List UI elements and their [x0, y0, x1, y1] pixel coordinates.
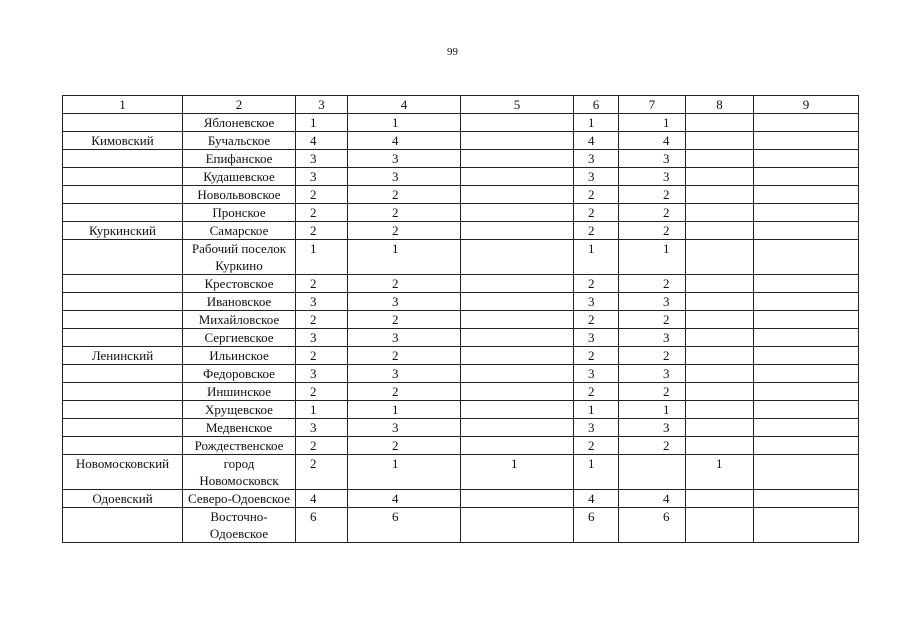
value-cell: 3: [574, 293, 619, 311]
table-header-row: [63, 96, 859, 114]
value-cell: 1: [619, 401, 686, 419]
table-row: [63, 293, 859, 311]
value-cell: 2: [619, 275, 686, 293]
value-cell: 4: [619, 490, 686, 508]
settlement-cell: Хрущевское: [183, 401, 296, 419]
value-cell: [461, 365, 574, 383]
value-cell: 1: [296, 240, 348, 275]
value-cell: [686, 222, 754, 240]
value-cell: 1: [574, 114, 619, 132]
value-cell: 6: [296, 508, 348, 543]
value-cell: 3: [619, 419, 686, 437]
district-cell: Ленинский: [63, 347, 183, 365]
value-cell: 6: [574, 508, 619, 543]
value-cell: [754, 311, 859, 329]
table-row: [63, 275, 859, 293]
value-cell: [461, 150, 574, 168]
value-cell: [461, 240, 574, 275]
value-cell: [754, 455, 859, 490]
value-cell: [754, 168, 859, 186]
table-row: [63, 222, 859, 240]
header-cell: 3: [296, 96, 348, 114]
header-cell: 4: [348, 96, 461, 114]
settlement-cell: Медвенское: [183, 419, 296, 437]
value-cell: 2: [574, 275, 619, 293]
district-cell: [63, 401, 183, 419]
value-cell: [461, 222, 574, 240]
value-cell: [461, 419, 574, 437]
value-cell: 2: [619, 222, 686, 240]
value-cell: 2: [574, 383, 619, 401]
value-cell: [686, 490, 754, 508]
header-cell: 1: [63, 96, 183, 114]
district-cell: [63, 168, 183, 186]
settlement-cell: Рождественское: [183, 437, 296, 455]
district-cell: [63, 365, 183, 383]
table-row: [63, 168, 859, 186]
value-cell: [754, 293, 859, 311]
value-cell: 3: [348, 329, 461, 347]
settlement-cell: Ивановское: [183, 293, 296, 311]
district-cell: Куркинский: [63, 222, 183, 240]
table-row: [63, 419, 859, 437]
value-cell: 1: [296, 401, 348, 419]
district-cell: Новомосковский: [63, 455, 183, 490]
value-cell: 2: [348, 275, 461, 293]
table-row: [63, 311, 859, 329]
value-cell: 2: [348, 222, 461, 240]
table-row: [63, 132, 859, 150]
table-row: [63, 508, 859, 543]
value-cell: 2: [296, 222, 348, 240]
value-cell: 4: [296, 490, 348, 508]
value-cell: 2: [296, 311, 348, 329]
value-cell: 3: [296, 329, 348, 347]
value-cell: 2: [296, 383, 348, 401]
settlement-cell: Сергиевское: [183, 329, 296, 347]
value-cell: [754, 114, 859, 132]
district-cell: [63, 419, 183, 437]
value-cell: 2: [348, 437, 461, 455]
header-cell: 7: [619, 96, 686, 114]
value-cell: [686, 114, 754, 132]
value-cell: 2: [348, 347, 461, 365]
value-cell: 3: [348, 419, 461, 437]
value-cell: [686, 365, 754, 383]
value-cell: 1: [296, 114, 348, 132]
value-cell: 3: [348, 365, 461, 383]
settlement-cell: Северо-Одоевское: [183, 490, 296, 508]
value-cell: [461, 204, 574, 222]
district-cell: [63, 508, 183, 543]
value-cell: [686, 293, 754, 311]
value-cell: [686, 150, 754, 168]
district-cell: [63, 275, 183, 293]
value-cell: 3: [296, 293, 348, 311]
value-cell: [754, 508, 859, 543]
value-cell: [754, 329, 859, 347]
value-cell: 2: [348, 186, 461, 204]
district-cell: Одоевский: [63, 490, 183, 508]
value-cell: [686, 186, 754, 204]
value-cell: 1: [574, 455, 619, 490]
value-cell: [461, 293, 574, 311]
value-cell: 1: [619, 114, 686, 132]
settlement-cell: Иншинское: [183, 383, 296, 401]
value-cell: 3: [619, 329, 686, 347]
value-cell: 2: [574, 204, 619, 222]
district-cell: [63, 114, 183, 132]
value-cell: [461, 383, 574, 401]
value-cell: 3: [296, 168, 348, 186]
district-cell: [63, 186, 183, 204]
value-cell: [461, 275, 574, 293]
value-cell: 1: [619, 240, 686, 275]
value-cell: 4: [574, 132, 619, 150]
table-row: [63, 204, 859, 222]
settlement-cell: Ильинское: [183, 347, 296, 365]
table-row: [63, 114, 859, 132]
value-cell: 2: [296, 275, 348, 293]
value-cell: [686, 401, 754, 419]
value-cell: 1: [348, 240, 461, 275]
value-cell: 3: [619, 150, 686, 168]
value-cell: [461, 508, 574, 543]
settlement-cell: Крестовское: [183, 275, 296, 293]
value-cell: [461, 437, 574, 455]
table-row: [63, 455, 859, 490]
value-cell: 3: [574, 365, 619, 383]
value-cell: [686, 204, 754, 222]
settlement-cell: Пронское: [183, 204, 296, 222]
table-row: [63, 490, 859, 508]
value-cell: 2: [619, 204, 686, 222]
district-cell: [63, 293, 183, 311]
value-cell: [686, 168, 754, 186]
value-cell: 1: [348, 114, 461, 132]
value-cell: 2: [348, 383, 461, 401]
settlement-cell: город Новомосковск: [183, 455, 296, 490]
value-cell: [686, 419, 754, 437]
value-cell: 1: [348, 401, 461, 419]
value-cell: 1: [348, 455, 461, 490]
table-row: [63, 347, 859, 365]
value-cell: [754, 490, 859, 508]
district-cell: [63, 240, 183, 275]
value-cell: 6: [348, 508, 461, 543]
settlement-cell: Новольвовское: [183, 186, 296, 204]
value-cell: 2: [619, 383, 686, 401]
value-cell: 3: [574, 150, 619, 168]
table-row: [63, 365, 859, 383]
settlement-cell: Епифанское: [183, 150, 296, 168]
table-row: [63, 401, 859, 419]
table-row: [63, 329, 859, 347]
value-cell: [461, 347, 574, 365]
district-cell: [63, 204, 183, 222]
value-cell: 3: [296, 150, 348, 168]
settlement-cell: Самарское: [183, 222, 296, 240]
value-cell: 3: [348, 168, 461, 186]
settlement-cell: Яблоневское: [183, 114, 296, 132]
district-cell: [63, 311, 183, 329]
table-row: [63, 383, 859, 401]
value-cell: 1: [461, 455, 574, 490]
settlement-cell: Восточно-Одоевское: [183, 508, 296, 543]
value-cell: 2: [619, 437, 686, 455]
value-cell: [461, 401, 574, 419]
value-cell: [686, 508, 754, 543]
value-cell: [461, 132, 574, 150]
value-cell: [461, 168, 574, 186]
value-cell: 2: [296, 437, 348, 455]
value-cell: 1: [574, 240, 619, 275]
settlement-cell: Рабочий поселок Куркино: [183, 240, 296, 275]
value-cell: [686, 347, 754, 365]
value-cell: 4: [296, 132, 348, 150]
table-row: [63, 437, 859, 455]
value-cell: 2: [574, 186, 619, 204]
value-cell: 3: [348, 293, 461, 311]
value-cell: [754, 150, 859, 168]
value-cell: 1: [574, 401, 619, 419]
value-cell: 2: [574, 437, 619, 455]
value-cell: [754, 240, 859, 275]
value-cell: [686, 437, 754, 455]
value-cell: 2: [296, 186, 348, 204]
district-cell: [63, 437, 183, 455]
header-cell: 6: [574, 96, 619, 114]
value-cell: 2: [296, 347, 348, 365]
value-cell: [754, 204, 859, 222]
value-cell: [754, 401, 859, 419]
value-cell: 4: [619, 132, 686, 150]
value-cell: 3: [574, 419, 619, 437]
value-cell: 2: [619, 347, 686, 365]
value-cell: 6: [619, 508, 686, 543]
value-cell: [461, 311, 574, 329]
value-cell: [461, 490, 574, 508]
value-cell: 2: [619, 186, 686, 204]
district-cell: [63, 329, 183, 347]
value-cell: [754, 383, 859, 401]
value-cell: [754, 132, 859, 150]
value-cell: 2: [296, 455, 348, 490]
settlement-cell: Кудашевское: [183, 168, 296, 186]
table-row: [63, 150, 859, 168]
value-cell: 4: [574, 490, 619, 508]
header-cell: 8: [686, 96, 754, 114]
district-cell: [63, 150, 183, 168]
value-cell: 4: [348, 490, 461, 508]
value-cell: [686, 240, 754, 275]
page-number: 99: [447, 46, 458, 58]
settlement-cell: Михайловское: [183, 311, 296, 329]
value-cell: [619, 455, 686, 490]
value-cell: 2: [348, 311, 461, 329]
value-cell: 3: [574, 168, 619, 186]
value-cell: [686, 311, 754, 329]
value-cell: 3: [296, 419, 348, 437]
value-cell: 3: [574, 329, 619, 347]
settlement-table: [62, 95, 859, 543]
value-cell: [754, 222, 859, 240]
value-cell: [686, 329, 754, 347]
value-cell: 3: [619, 168, 686, 186]
value-cell: [686, 383, 754, 401]
value-cell: [754, 186, 859, 204]
value-cell: 2: [619, 311, 686, 329]
value-cell: [754, 347, 859, 365]
table-row: [63, 240, 859, 275]
value-cell: 1: [686, 455, 754, 490]
value-cell: 4: [348, 132, 461, 150]
value-cell: 2: [296, 204, 348, 222]
settlement-cell: Федоровское: [183, 365, 296, 383]
value-cell: [754, 437, 859, 455]
district-cell: [63, 383, 183, 401]
value-cell: 3: [619, 293, 686, 311]
header-cell: 5: [461, 96, 574, 114]
value-cell: 2: [574, 311, 619, 329]
value-cell: [461, 186, 574, 204]
header-cell: 9: [754, 96, 859, 114]
district-cell: Кимовский: [63, 132, 183, 150]
value-cell: 2: [348, 204, 461, 222]
value-cell: 2: [574, 222, 619, 240]
value-cell: [754, 365, 859, 383]
settlement-cell: Бучальское: [183, 132, 296, 150]
value-cell: [686, 132, 754, 150]
value-cell: 3: [348, 150, 461, 168]
value-cell: [754, 275, 859, 293]
value-cell: 3: [619, 365, 686, 383]
value-cell: [686, 275, 754, 293]
header-cell: 2: [183, 96, 296, 114]
value-cell: 3: [296, 365, 348, 383]
value-cell: [461, 114, 574, 132]
value-cell: [754, 419, 859, 437]
value-cell: 2: [574, 347, 619, 365]
value-cell: [461, 329, 574, 347]
table-row: [63, 186, 859, 204]
